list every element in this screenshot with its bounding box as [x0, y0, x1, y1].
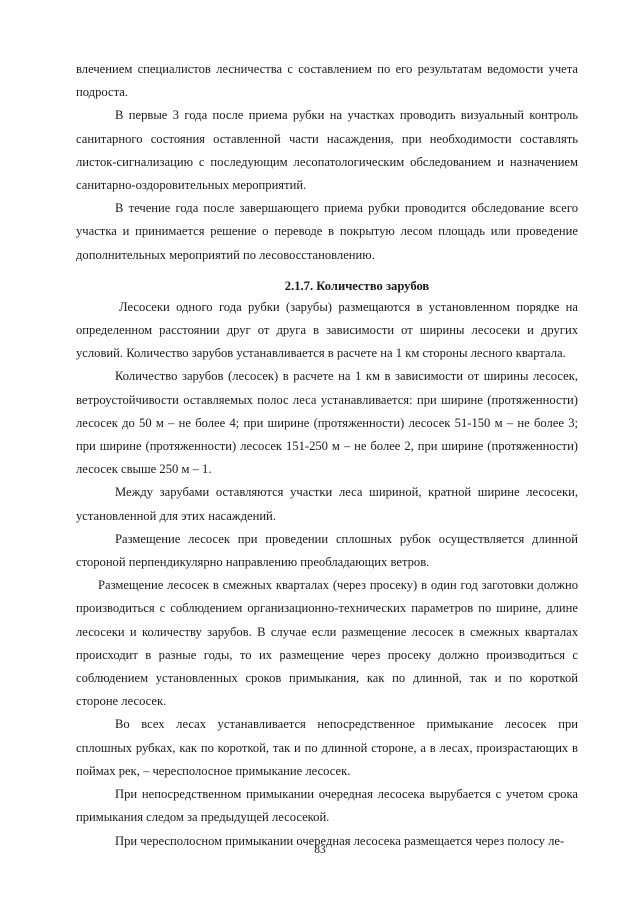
paragraph: Размещение лесосек при проведении сплошных рубок осуществляется длинной стороной перпендикулярно направлению преобладающих ветров. [76, 531, 578, 570]
body-text [76, 58, 578, 853]
paragraph: В первые 3 года после приема рубки на участках проводить визуальный контроль санитарного состояния оставленной части насаждения, при необходимости составлять листок-сигнализацию с последующим лесопатологическим обследованием и назначением санитарно-оздоровительных мероприятий. [76, 108, 578, 193]
paragraph: влечением специалистов лесничества с составлением по его результатам ведомости учета подроста. [76, 62, 578, 100]
paragraph: Лесосеки одного года рубки (зарубы) размещаются в установленном порядке на определенном расстоянии друг от друга в зависимости от ширины лесосеки и других условий. Количество зарубов устанавливается в расчете на 1 км стороны лесного квартала. [76, 299, 578, 361]
paragraph: Количество зарубов (лесосек) в расчете на 1 км в зависимости от ширины лесосек, ветроустойчивости оставляемых полос леса устанавливается: при ширине (протяженности) лесосек до 50 м – не более 4; при ширине (протяженности) лесосек 51-150 м – не более 3; при ширине (протяженности) лесосек 151-250 м – не более 2, при ширине (протяженности) лесосек свыше 250 м – 1. [76, 369, 578, 477]
paragraph: В течение года после завершающего приема рубки проводится обследование всего участка и принимается решение о переводе в покрытую лесом площадь или проведение дополнительных мероприятий по лесовосстановлению. [76, 201, 578, 262]
paragraph: Между зарубами оставляются участки леса шириной, кратной ширине лесосеки, установленной для этих насаждений. [76, 485, 578, 523]
section-heading: 2.1.7. Количество зарубов [284, 278, 430, 293]
page-number: 83 [314, 844, 326, 856]
paragraph: Во всех лесах устанавливается непосредственное примыкание лесосек при сплошных рубках, как по короткой, так и по длинной стороне, а в лесах, произрастающих в поймах рек, – чересполосное примыкание лесосек. [76, 717, 578, 778]
paragraph: При чересполосном примыкании очередная лесосека размещается через полосу ле- [115, 833, 565, 848]
paragraph: Размещение лесосек в смежных кварталах (через просеку) в один год заготовки должно производиться с соблюдением организационно-технических параметров по ширине, длине лесосеки и количеству зарубов. В случае если размещение лесосек в смежных кварталах происходит в разные годы, то их размещение через просеку должно производиться с соблюдением установленных сроков примыкания, как по длинной, так и по короткой стороне лесосек. [76, 578, 578, 709]
paragraph: При непосредственном примыкании очередная лесосека вырубается с учетом срока примыкания следом за предыдущей лесосекой. [76, 787, 578, 825]
